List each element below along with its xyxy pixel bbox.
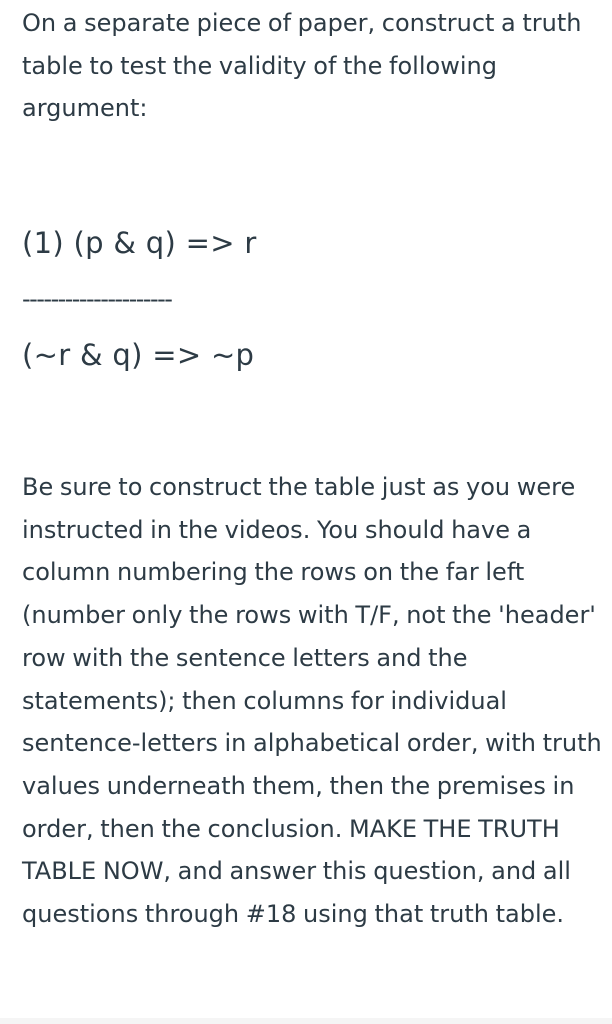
bottom-band xyxy=(0,1018,612,1024)
instructions-paragraph: Be sure to construct the table just as you were instructed in the videos. You should have a column numbering the rows on the far left (number only the rows with T/F, not the 'header' row with the sentence letters and the statements); then columns for individual sentence-letters in alphabetical order, with truth values underneath them, then the premises in order, then the conclusion. MAKE THE TRUTH TABLE NOW, and answer this question, and all questions through #18 using that truth table. xyxy=(22,473,602,929)
intro-paragraph: On a separate piece of paper, construct a truth table to test the validity of the following argument: xyxy=(22,9,582,123)
conclusion: (~r & q) => ~p xyxy=(22,338,255,372)
argument-divider: --------------------- xyxy=(22,285,172,313)
premise-1: (1) (p & q) => r xyxy=(22,226,257,260)
